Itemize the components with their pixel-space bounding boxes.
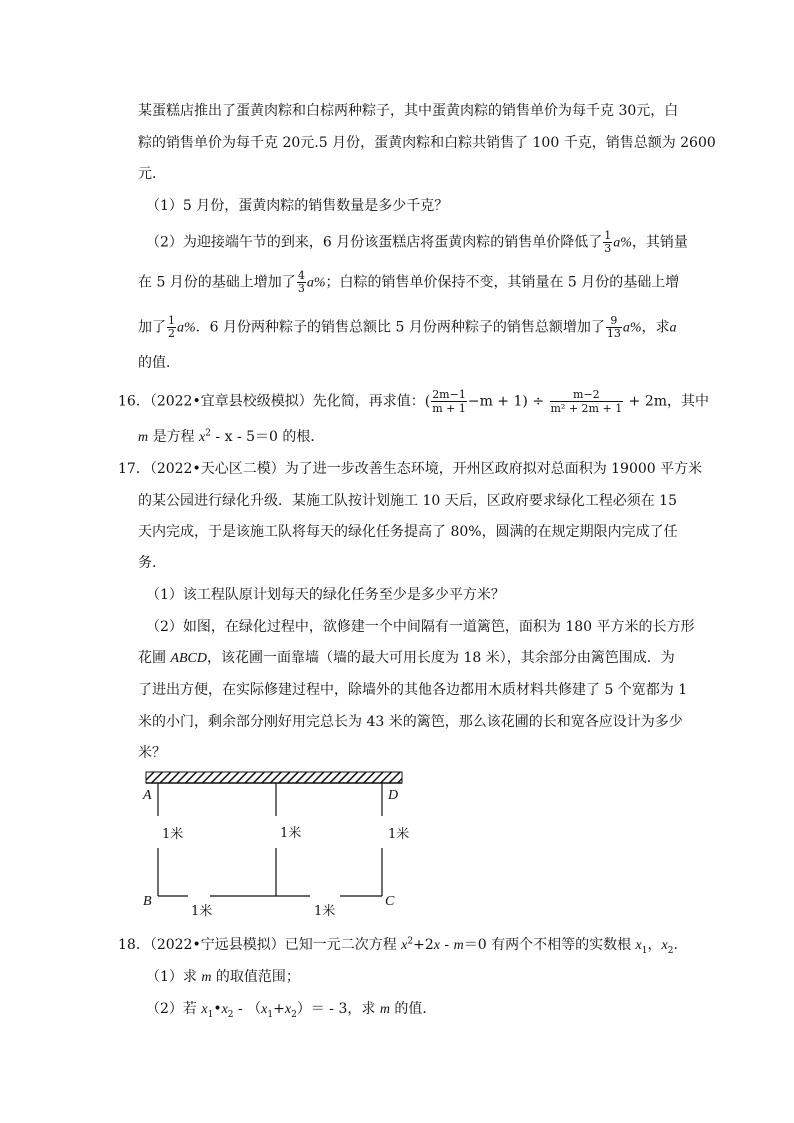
p15-question-2-line-4: 的值． [138, 355, 180, 371]
door-label-right: 1米 [388, 827, 410, 842]
door-label-bottom-right: 1米 [314, 904, 336, 918]
p15-question-2-line-2: 在 5 月份的基础上增加了 $\frac{4}{3}$ a%；白粽的销售单价保持不变，其销量在 5 月份的基础上增 [138, 269, 680, 295]
p17-question-2-line-3: 了进出方便，在实际修建过程中，除墙外的其他各边都用木质材料共修建了 5 个宽都为 1 [138, 682, 688, 698]
vertex-a: A [143, 788, 152, 803]
p18-question-2: （2）若 $x_1•x_2 - (x_1+x_2)= - 3$，求 m 的值． [146, 1001, 437, 1020]
p17-question-2-line-2: 花圃 ABCD，该花圃一面靠墙（墙的最大可用长度为 18 米），其余部分由篱笆围成．为 [138, 650, 675, 666]
garden-diagram [140, 768, 410, 918]
p17-line-3: 天内完成，于是该施工队将每天的绿化任务提高了 80%，圆满的在规定期限内完成了任 [138, 524, 678, 540]
fraction: $\frac{1}{2}$ [168, 314, 175, 340]
vertex-d: D [388, 788, 399, 803]
p17-question-2-line-1: （2）如图，在绿化过程中，欲修建一个中间隔有一道篱笆，面积为 180 平方米的长方形 [146, 619, 695, 635]
p17-question-1: （1）该工程队原计划每天的绿化任务至少是多少平方米？ [146, 587, 505, 603]
p18-line-1: 18．（2022•宁远县模拟）已知一元二次方程 $x^2+2x - m=0$ 有两个不相等的实数根 $x_1$，$x_2$． [118, 936, 688, 956]
vertex-b: B [143, 894, 152, 909]
p15-line-1: 某蛋糕店推出了蛋黄肉粽和白棕两种粽子，其中蛋黄肉粽的销售单价为每千克 30元，白 [138, 103, 679, 119]
vertex-c: C [385, 894, 395, 909]
p15-question-1: （1）5 月份，蛋黄肉粽的销售数量是多少千克？ [146, 198, 449, 214]
p16-line-2: m 是方程 $x^2 - x - 5=0$ 的根． [138, 428, 325, 445]
fraction: $\frac{2m-1}{m + 1}$ [432, 388, 466, 415]
p15-question-2-line-1: （2）为迎接端午节的到来，6 月份该蛋糕店将蛋黄肉粽的销售单价降低了 $\frac{1}{3}$ a%，其销量 [146, 229, 688, 255]
p17-question-2-line-4: 米的小门，剩余部分刚好用完总长为 43 米的篱笆，那么该花圃的长和宽各应设计为多少 [138, 714, 683, 730]
p16-line-1: 16．（2022•宜章县校级模拟）先化简，再求值：( $\frac{2m-1}{m + 1}$ −m + 1) ÷ $\frac{m-2}{\text{m² + 2m + 1}}$ + 2m，其中 [118, 388, 710, 415]
wall [146, 772, 402, 783]
p15-line-2: 粽的销售单价为每千克 20元.5 月份，蛋黄肉粽和白粽共销售了 100 千克，销售总额为 2600 [138, 135, 716, 151]
fraction: $\frac{m-2}{\text{m² + 2m + 1}}$ [550, 388, 623, 415]
p18-question-1: （1）求 m 的取值范围； [146, 969, 300, 985]
fraction: $\frac{4}{3}$ [297, 269, 305, 295]
door-label-left: 1米 [162, 827, 184, 842]
p17-line-4: 务． [138, 555, 166, 571]
p17-line-1: 17．（2022•天心区二模）为了进一步改善生态环境，开州区政府拟对总面积为 19000 平方米 [118, 461, 703, 477]
door-label-bottom-left: 1米 [191, 904, 213, 918]
p15-line-3: 元． [138, 166, 166, 182]
door-label-middle: 1米 [280, 826, 302, 841]
p17-question-2-line-5: 米？ [138, 745, 166, 761]
fraction: $\frac{1}{3}$ [604, 229, 612, 255]
p15-question-2-line-3: 加了 $\frac{1}{2}$ a%．6 月份两种粽子的销售总额比 5 月份两种粽子的销售总额增加了 $\frac{9}{13}$ a%，求a [138, 314, 677, 340]
p17-line-2: 的某公园进行绿化升级．某施工队按计划施工 10 天后，区政府要求绿化工程必须在 15 [138, 493, 677, 509]
fraction: $\frac{9}{13}$ [606, 314, 621, 340]
